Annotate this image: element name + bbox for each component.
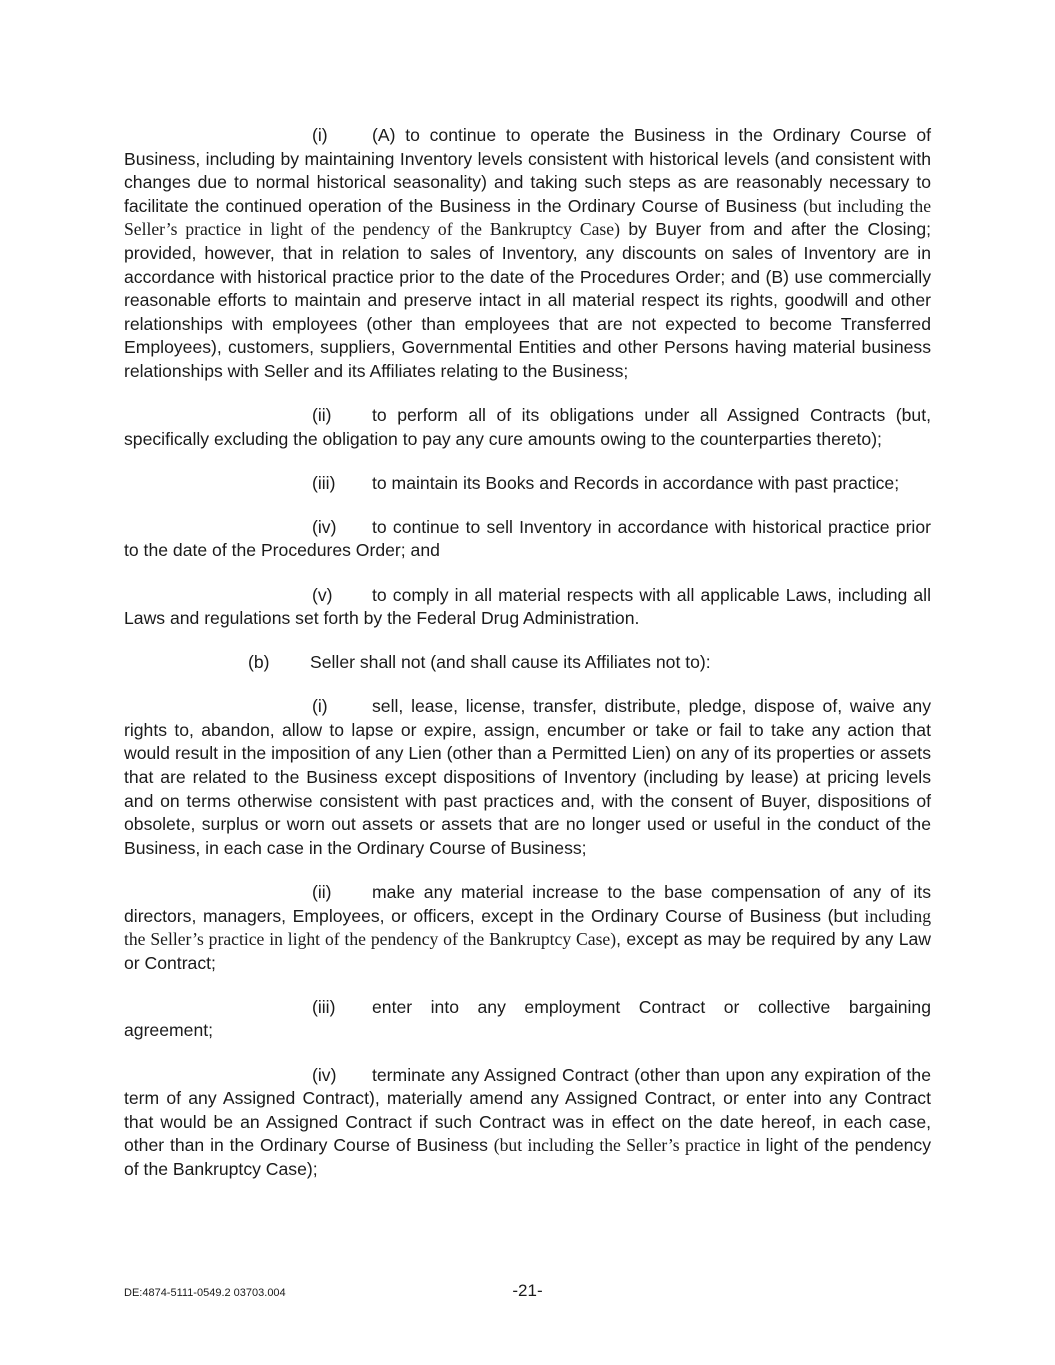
item-number: (iv) [312, 516, 337, 537]
paragraph-text: to maintain its Books and Records in accordance with past practice; [372, 472, 900, 493]
paragraph-first-line [124, 996, 931, 1020]
paragraph-b-iii [124, 996, 931, 1043]
item-number: (ii) [312, 881, 332, 902]
paragraph-b [124, 651, 931, 675]
serif-insertion: including the Seller’s practice in light of the pendency of the Bankruptcy Case) [124, 905, 931, 950]
paragraph-continuation: agreement; [124, 1020, 213, 1041]
paragraph-text-cont: light of the pendency of the Bankruptcy Case); [124, 1135, 931, 1179]
page-number: -21- [512, 1281, 543, 1300]
paragraph-b-ii [124, 881, 931, 975]
paragraph-text-cont: by Buyer from and after the Closing; provided, however, that in relation to sales of Inventory, any discounts on sales of Inventory are in accordance with historical practice prior to the date of the Procedures Order; and (B) use commercially reasonable efforts to maintain and preserve intact in all material respect its rights, goodwill and other relationships with employees (other than employees that are not expected to become Transferred Employees), customers, suppliers, Governmental Entities and other Persons having material business relationships with Seller and its Affiliates relating to the Business; [124, 219, 932, 381]
document-id: DE:4874-5111-0549.2 03703.004 [124, 1287, 286, 1299]
paragraph-text: enter into any employment Contract or collective bargaining [372, 996, 931, 1017]
body-text [124, 124, 931, 1202]
paragraph-text: make any material increase to the base compensation of any of its directors, managers, Employees, or officers, except in the Ordinary Course of Business (but [124, 881, 931, 926]
serif-insertion: (but including the Seller’s practice in light of the pendency of the Bankruptcy Case) [124, 195, 932, 240]
paragraph-text: to perform all of its obligations under all Assigned Contracts (but, specifically excluding the obligation to pay any cure amounts owing to the counterparties thereto); [124, 405, 931, 449]
paragraph-a-v [124, 584, 931, 631]
item-number: (iii) [312, 472, 336, 493]
paragraph-b-i [124, 695, 931, 860]
serif-insertion: (but including the Seller’s practice in [493, 1135, 760, 1156]
paragraph-text: (A) to continue to operate the Business in the Ordinary Course of Business, including by maintaining Inventory levels consistent with historical levels (and consistent with changes due to normal historical seasonality) and taking such steps as are reasonably necessary to facilitate the continued operation of the Business in the Ordinary Course of Business [124, 125, 931, 216]
item-number: (i) [312, 125, 328, 145]
paragraph-text: Seller shall not (and shall cause its Affiliates not to): [310, 652, 711, 673]
paragraph-text-cont: , except as may be required by any Law or Contract; [124, 929, 931, 973]
section-letter: (b) [248, 652, 270, 673]
paragraph-text: to continue to sell Inventory in accordance with historical practice prior to the date of the Procedures Order; and [124, 516, 931, 561]
paragraph-a-iv [124, 516, 931, 563]
paragraph-text: terminate any Assigned Contract (other than upon any expiration of the term of any Assigned Contract), materially amend any Assigned Contract, or enter into any Contract that would be an Assigned Contract if such Contract was in effect on the date hereof, in each case, other than in the Ordinary Course of Business [124, 1064, 931, 1156]
paragraph-b-iv [124, 1064, 931, 1182]
item-number: (v) [312, 584, 333, 605]
paragraph-text: sell, lease, license, transfer, distribute, pledge, dispose of, waive any rights to, abandon, allow to lapse or expire, assign, encumber or take or fail to take any action that would result in the imposition of any Lien (other than a Permitted Lien) on any of its properties or assets that are related to the Business except dispositions of Inventory (including by lease) at pricing levels and on terms otherwise consistent with past practices and, with the consent of Buyer, dispositions of obsolete, surplus or worn out assets or assets that are no longer used or useful in the conduct of the Business, in each case in the Ordinary Course of Business; [124, 696, 931, 858]
item-number: (iv) [312, 1064, 337, 1085]
item-number: (ii) [312, 405, 332, 426]
paragraph-text: to comply in all material respects with all applicable Laws, including all Laws and regulations set forth by the Federal Drug Administration. [124, 584, 931, 629]
item-number: (i) [312, 696, 328, 717]
paragraph-a-iii [124, 472, 931, 496]
paragraph-a-ii [124, 404, 931, 451]
paragraph-a-i [124, 124, 931, 384]
item-number: (iii) [312, 996, 336, 1017]
